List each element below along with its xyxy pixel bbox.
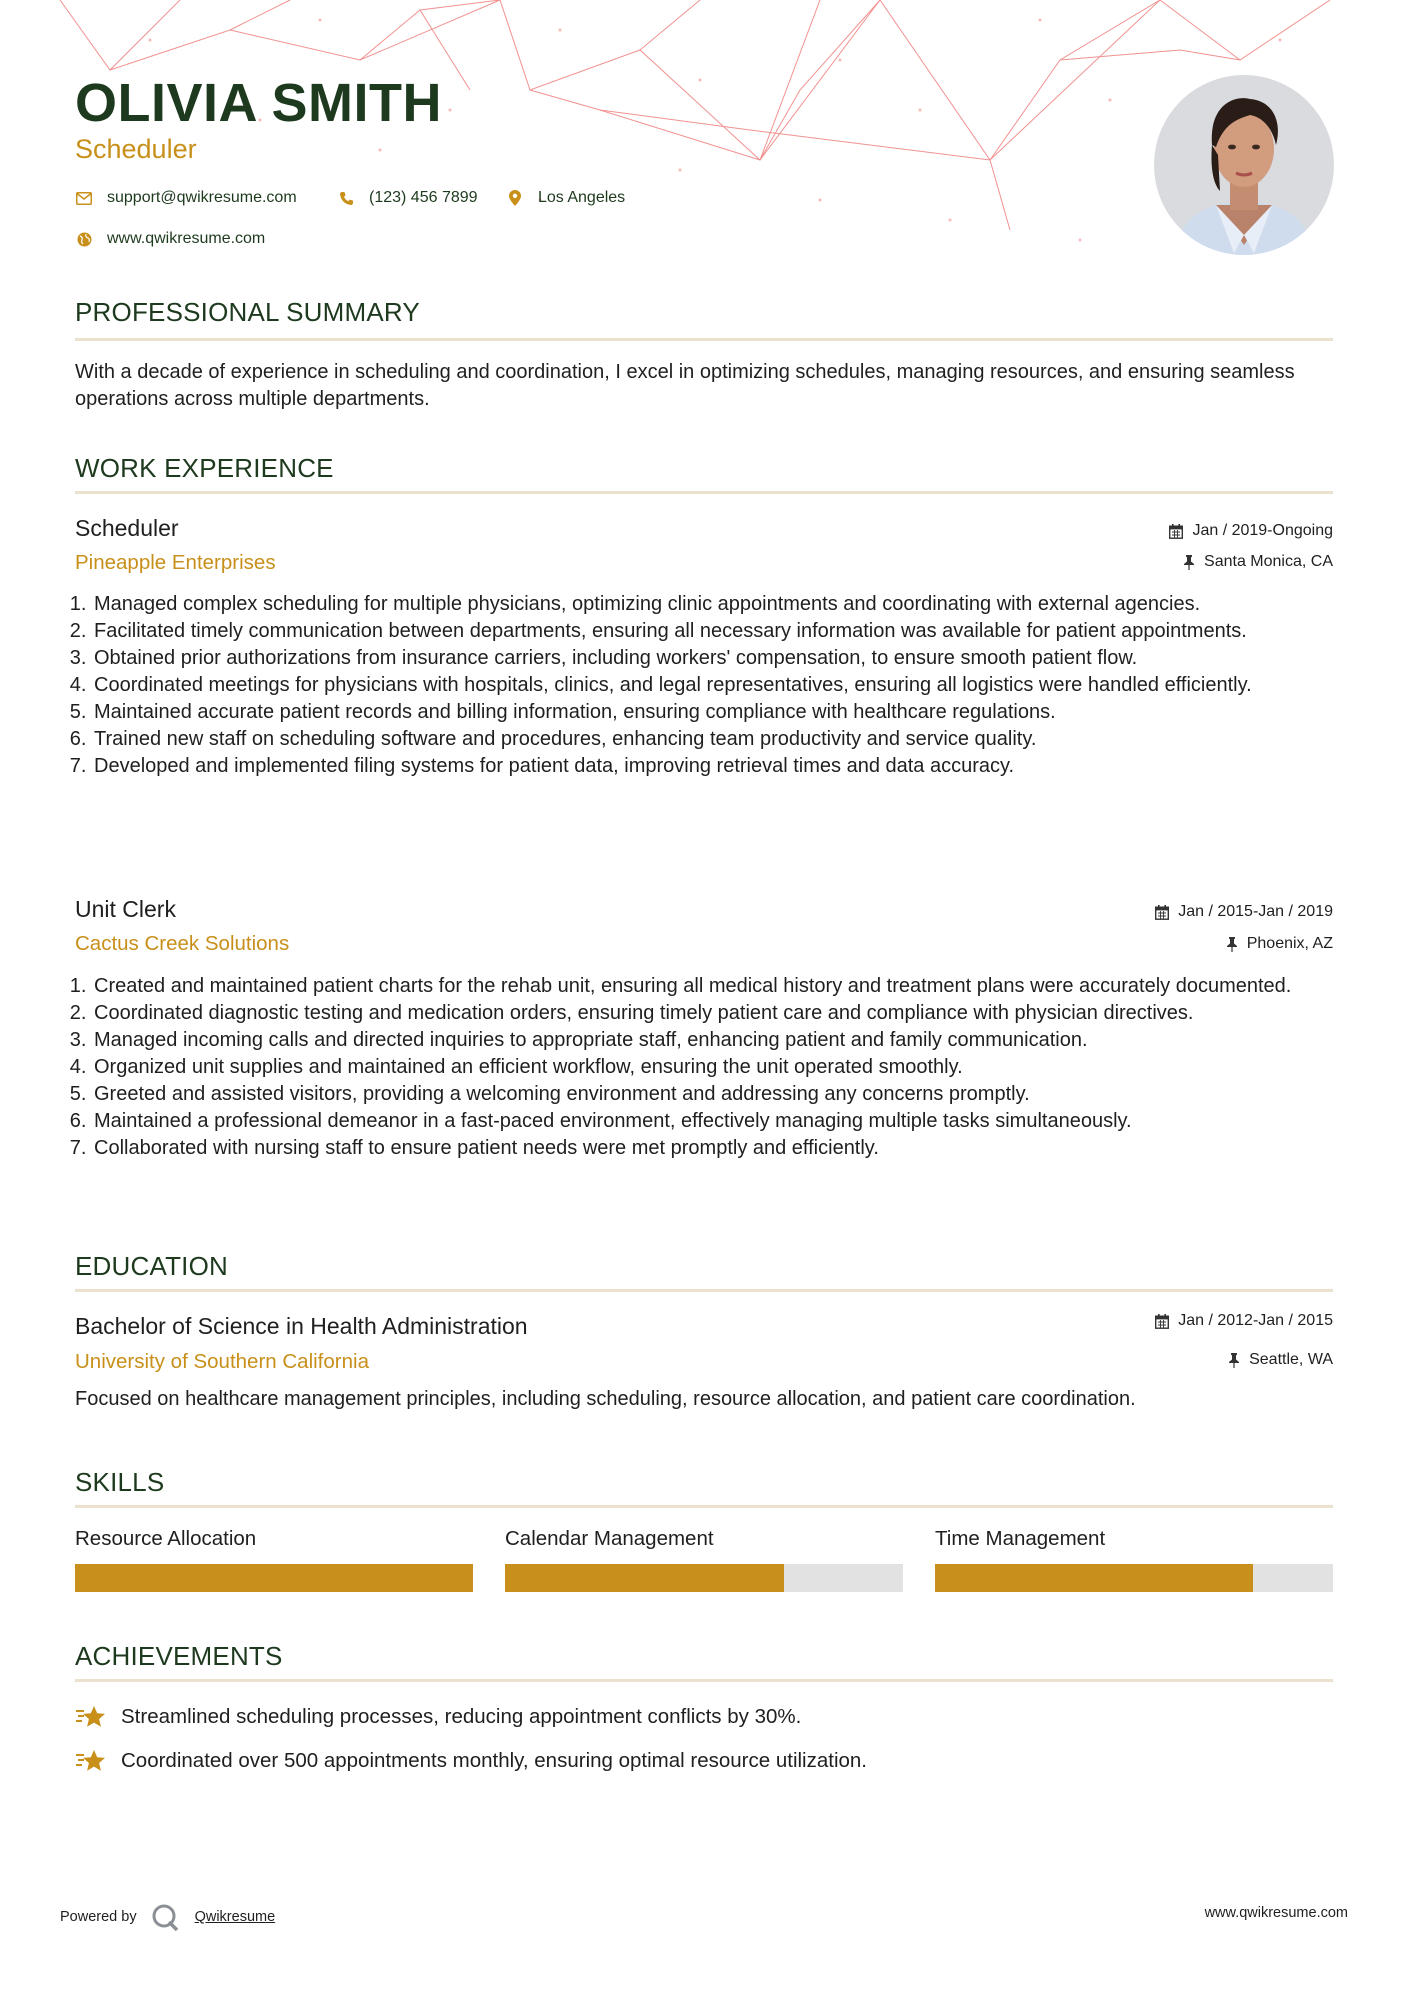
school-name: University of Southern California <box>75 1350 369 1373</box>
section-divider <box>75 491 1333 494</box>
section-title-experience: WORK EXPERIENCE <box>75 453 334 483</box>
list-item: 1. Managed complex scheduling for multiple physicians, optimizing clinic appointments and coordinating with external agencies. <box>92 591 1360 618</box>
contact-website[interactable] <box>75 230 265 248</box>
candidate-name: OLIVIA SMITH <box>75 73 442 133</box>
skill-bar <box>75 1564 473 1592</box>
globe-icon <box>75 230 93 248</box>
section-divider <box>75 1505 1333 1508</box>
list-item: 5. Greeted and assisted visitors, providing a welcoming environment and addressing any concerns promptly. <box>92 1081 1360 1108</box>
section-title-achievements: ACHIEVEMENTS <box>75 1641 283 1671</box>
list-item: 4. Coordinated meetings for physicians with hospitals, clinics, and legal representatives, ensuring all logistics were handled efficiently. <box>92 672 1360 699</box>
section-divider <box>75 1679 1333 1682</box>
job-bullets <box>70 591 1360 780</box>
skill-bar-fill <box>75 1564 473 1592</box>
company-name: Cactus Creek Solutions <box>75 932 290 955</box>
footer-powered-by <box>60 1903 275 1931</box>
qwikresume-link[interactable]: Qwikresume <box>194 1909 276 1925</box>
job-dates <box>1169 522 1333 540</box>
skill-bar-fill <box>505 1564 784 1592</box>
qwikresume-logo-icon <box>151 1903 181 1931</box>
calendar-icon <box>1155 1314 1169 1329</box>
section-title-skills: SKILLS <box>75 1467 165 1497</box>
website-text: www.qwikresume.com <box>107 230 266 247</box>
skill-bar <box>935 1564 1333 1592</box>
pushpin-icon <box>1228 1353 1240 1368</box>
achievement-item <box>75 1703 801 1731</box>
contact-phone[interactable] <box>337 189 478 207</box>
envelope-icon <box>75 189 93 207</box>
profile-photo <box>1154 75 1334 255</box>
list-item: 3. Managed incoming calls and directed inquiries to appropriate staff, enhancing patient and family communication. <box>92 1027 1360 1054</box>
job-title: Unit Clerk <box>75 896 176 922</box>
section-divider <box>75 1289 1333 1292</box>
job-bullets <box>70 973 1360 1162</box>
phone-icon <box>337 189 355 207</box>
location-text: Los Angeles <box>538 189 626 206</box>
job-location <box>1226 935 1333 953</box>
star-icon <box>75 1703 107 1731</box>
degree-title: Bachelor of Science in Health Administration <box>75 1313 528 1339</box>
phone-text: (123) 456 7899 <box>369 189 478 206</box>
section-title-summary: PROFESSIONAL SUMMARY <box>75 297 420 327</box>
skill-bar-fill <box>935 1564 1253 1592</box>
education-dates <box>1155 1312 1333 1330</box>
list-item: 6. Maintained a professional demeanor in a fast-paced environment, effectively managing multiple tasks simultaneously. <box>92 1108 1360 1135</box>
section-divider <box>75 338 1333 341</box>
education-description: Focused on healthcare management principles, including scheduling, resource allocation, and patient care coordination. <box>75 1388 1136 1410</box>
pushpin-icon <box>1226 937 1238 952</box>
job-location-text: Santa Monica, CA <box>1204 553 1333 570</box>
summary-text: With a decade of experience in scheduling and coordination, I excel in optimizing schedules, managing resources, and ensuring seamless operations across multiple departments. <box>75 361 1295 410</box>
contact-location <box>506 189 625 207</box>
job-dates <box>1155 903 1333 921</box>
list-item: 7. Developed and implemented filing systems for patient data, improving retrieval times and data accuracy. <box>92 753 1360 780</box>
email-text: support@qwikresume.com <box>107 189 297 206</box>
calendar-icon <box>1169 524 1183 539</box>
achievement-item <box>75 1747 867 1775</box>
list-item: 2. Coordinated diagnostic testing and medication orders, ensuring timely patient care and compliance with physician directives. <box>92 1000 1360 1027</box>
job-dates-text: Jan / 2015-Jan / 2019 <box>1178 903 1333 920</box>
skill-bar <box>505 1564 903 1592</box>
powered-by-text: Powered by <box>60 1909 137 1925</box>
list-item: 6. Trained new staff on scheduling software and procedures, enhancing team productivity and service quality. <box>92 726 1360 753</box>
education-location <box>1228 1351 1333 1369</box>
list-item: 7. Collaborated with nursing staff to ensure patient needs were met promptly and efficiently. <box>92 1135 1360 1162</box>
job-location-text: Phoenix, AZ <box>1246 935 1333 952</box>
star-icon <box>75 1747 107 1775</box>
list-item: 1. Created and maintained patient charts for the rehab unit, ensuring all medical history and treatment plans were accurately documented. <box>92 973 1360 1000</box>
map-pin-icon <box>506 189 524 207</box>
pushpin-icon <box>1183 555 1195 570</box>
achievement-text: Coordinated over 500 appointments monthly, ensuring optimal resource utilization. <box>121 1749 868 1772</box>
achievement-text: Streamlined scheduling processes, reducing appointment conflicts by 30%. <box>121 1705 802 1728</box>
list-item: 3. Obtained prior authorizations from insurance carriers, including workers' compensation, to ensure smooth patient flow. <box>92 645 1360 672</box>
skill-label: Time Management <box>935 1527 1106 1550</box>
education-dates-text: Jan / 2012-Jan / 2015 <box>1178 1312 1333 1329</box>
footer-url[interactable]: www.qwikresume.com <box>1204 1905 1348 1921</box>
candidate-role: Scheduler <box>75 134 197 164</box>
list-item: 2. Facilitated timely communication between departments, ensuring all necessary information was available for patient appointments. <box>92 618 1360 645</box>
list-item: 5. Maintained accurate patient records and billing information, ensuring compliance with healthcare regulations. <box>92 699 1360 726</box>
list-item: 4. Organized unit supplies and maintained an efficient workflow, ensuring the unit operated smoothly. <box>92 1054 1360 1081</box>
skill-label: Calendar Management <box>505 1527 714 1550</box>
company-name: Pineapple Enterprises <box>75 551 276 574</box>
job-dates-text: Jan / 2019-Ongoing <box>1192 522 1333 539</box>
section-title-education: EDUCATION <box>75 1251 228 1281</box>
calendar-icon <box>1155 905 1169 920</box>
contact-email[interactable] <box>75 189 297 207</box>
job-location <box>1183 553 1333 571</box>
education-location-text: Seattle, WA <box>1249 1351 1333 1368</box>
job-title: Scheduler <box>75 515 179 541</box>
skill-label: Resource Allocation <box>75 1527 257 1550</box>
